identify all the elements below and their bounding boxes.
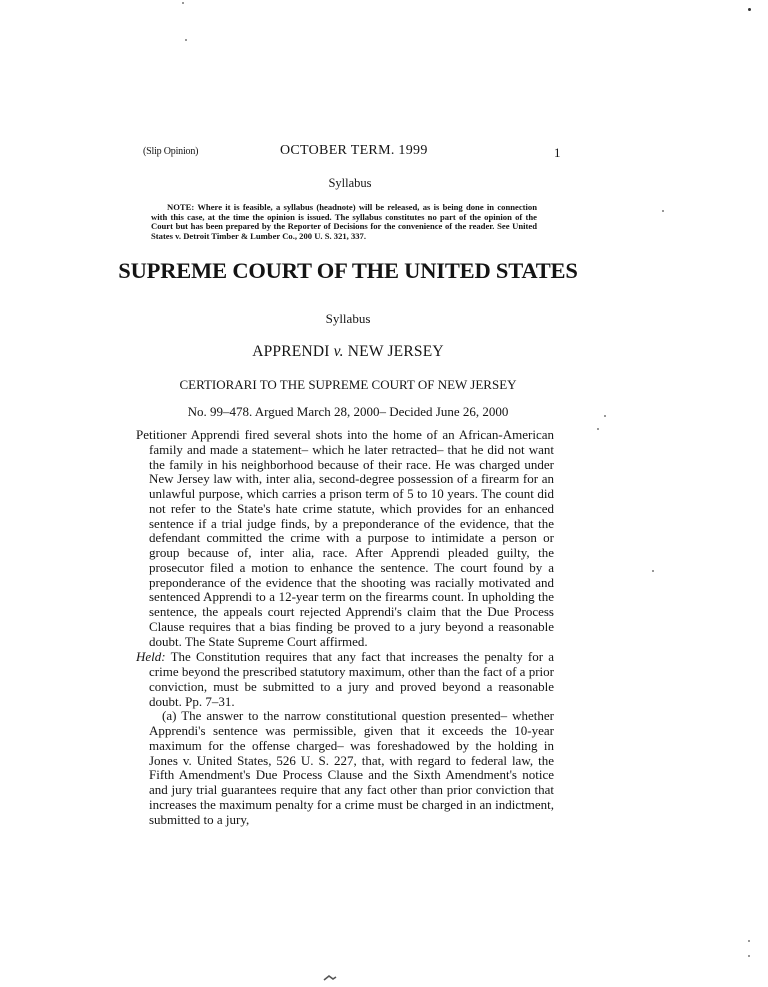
held-paragraph bbox=[136, 650, 554, 709]
scan-speck bbox=[662, 210, 664, 212]
scan-speck bbox=[748, 8, 751, 11]
syllabus-body bbox=[136, 428, 554, 827]
scan-speck bbox=[748, 955, 750, 957]
scan-speck bbox=[597, 428, 599, 430]
docket-line: No. 99–478. Argued March 28, 2000– Decided June 26, 2000 bbox=[187, 404, 509, 419]
scan-speck bbox=[604, 415, 606, 417]
scan-mark bbox=[322, 969, 338, 977]
reporter-note bbox=[151, 203, 537, 241]
held-text: The Constitution requires that any fact that increases the penalty for a crime beyond the prescribed statutory maximum, other than the fact of a prior conviction, must be submitted to a jury and proved beyond a reasonable doubt. Pp. 7–31. bbox=[149, 649, 555, 709]
scan-speck bbox=[652, 570, 654, 572]
scan-mark-shape bbox=[322, 974, 338, 982]
slip-opinion-label: (Slip Opinion) bbox=[143, 146, 199, 157]
page-number: 1 bbox=[554, 145, 561, 160]
scan-speck bbox=[185, 39, 187, 41]
paragraph-a: (a) The answer to the narrow constitutional question presented– whether Apprendi's sentence was permissible, given that it exceeds the 10-year maximum for the offense charged– was foreshadowed by the holding in Jones v. United States, 526 U. S. 227, that, with regard to federal law, the Fifth Amendment's Due Process Clause and the Sixth Amendment's notice and jury trial guarantees require that any fact other than prior conviction that increases the maximum penalty for a crime must be charged in an indictment, submitted to a jury, bbox=[149, 708, 554, 827]
respondent-name: NEW JERSEY bbox=[347, 343, 444, 360]
held-label: Held: bbox=[136, 649, 166, 665]
scan-speck bbox=[182, 2, 184, 4]
court-title: SUPREME COURT OF THE UNITED STATES bbox=[118, 258, 578, 283]
syllabus-heading-top: Syllabus bbox=[328, 176, 372, 190]
scan-speck bbox=[748, 940, 750, 942]
syllabus-heading: Syllabus bbox=[325, 311, 371, 326]
petitioner-name: APPRENDI bbox=[252, 343, 330, 360]
certiorari-line: CERTIORARI TO THE SUPREME COURT OF NEW JERSEY bbox=[179, 377, 517, 392]
note-text: NOTE: Where it is feasible, a syllabus (headnote) will be released, as is being done in connection with this case, at the time the opinion is issued. The syllabus constitutes no part of the opinion of the Court but has been prepared by the Reporter of Decisions for the convenience of the reader. See United States v. Detroit Timber & Lumber Co., 200 U. S. 321, 337. bbox=[151, 202, 537, 241]
facts-paragraph: Petitioner Apprendi fired several shots into the home of an African-American family and made a statement– which he later retracted– that he did not want the family in his neighborhood because of their race. He was charged under New Jersey law with, inter alia, second-degree possession of a firearm for an unlawful purpose, which carries a prison term of 5 to 10 years. The count did not refer to the State's hate crime statute, which provides for an enhanced sentence if a trial judge finds, by a preponderance of the evidence, that the defendant committed the crime with a purpose to intimidate a person or group because of, inter alia, race. After Apprendi pleaded guilty, the prosecutor filed a motion to enhance the sentence. The court found by a preponderance of the evidence that the shooting was racially motivated and sentenced Apprendi to a 12-year term on the firearms count. In upholding the sentence, the appeals court rejected Apprendi's claim that the Due Process Clause requires that a bias finding be proved to a jury beyond a reasonable doubt. The State Supreme Court affirmed. bbox=[136, 427, 554, 649]
term-heading: OCTOBER TERM. 1999 bbox=[280, 143, 428, 158]
case-caption bbox=[0, 343, 696, 361]
versus: v. bbox=[333, 343, 344, 360]
